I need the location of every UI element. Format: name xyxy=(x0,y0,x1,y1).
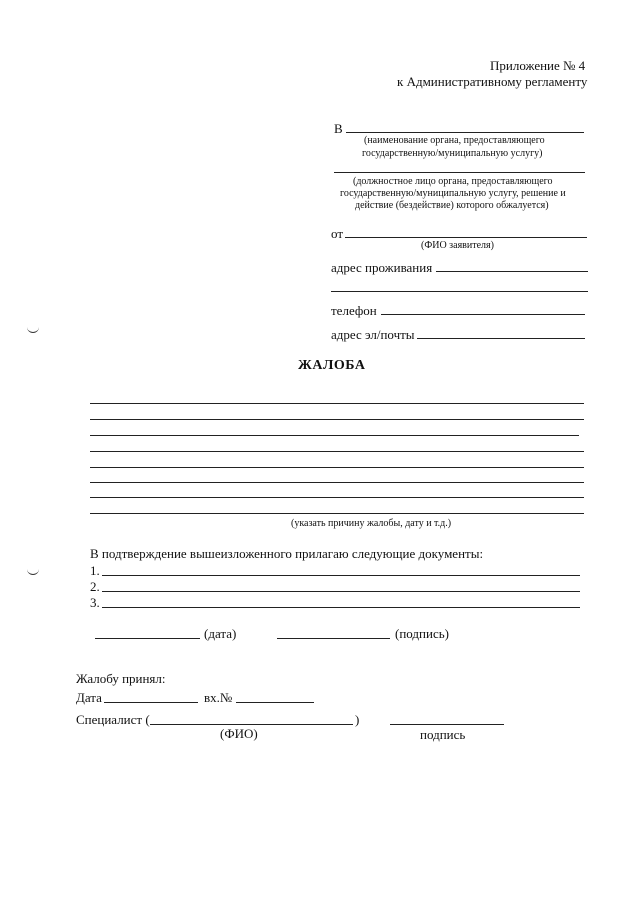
applicant-fio-line[interactable] xyxy=(345,237,587,238)
received-date-line[interactable] xyxy=(104,702,198,703)
complaint-line[interactable] xyxy=(90,419,584,420)
complaint-line[interactable] xyxy=(90,513,584,514)
complaint-line[interactable] xyxy=(90,482,584,483)
complaint-line[interactable] xyxy=(90,403,584,404)
attachment-line-3[interactable] xyxy=(102,607,580,608)
attachment-line-1[interactable] xyxy=(102,575,580,576)
specialist-fio-line[interactable] xyxy=(150,724,353,725)
specialist-signature-caption: подпись xyxy=(420,727,466,742)
organ-hint-line-1: (наименование органа, предоставляющего xyxy=(364,135,545,146)
received-heading: Жалобу принял: xyxy=(76,671,166,686)
attachment-number-3: 3. xyxy=(90,595,100,610)
official-hint-line-1: (должностное лицо органа, предоставляющего xyxy=(353,176,553,187)
applicant-date-line[interactable] xyxy=(95,638,200,639)
organ-hint-line-2: государственную/муниципальную услугу) xyxy=(362,148,543,159)
complaint-line[interactable] xyxy=(90,497,584,498)
applicant-fio-hint: (ФИО заявителя) xyxy=(421,240,494,251)
specialist-signature-line[interactable] xyxy=(390,724,504,725)
incoming-number-label: вх.№ xyxy=(204,690,233,705)
applicant-signature-line[interactable] xyxy=(277,638,390,639)
email-line[interactable] xyxy=(417,338,585,339)
specialist-close-paren: ) xyxy=(355,712,360,727)
complaint-line[interactable] xyxy=(90,451,584,452)
from-prefix: от xyxy=(331,226,344,241)
address-line-1[interactable] xyxy=(436,271,588,272)
official-hint-line-3: действие (бездействие) которого обжалуется) xyxy=(355,200,549,211)
address-line-2[interactable] xyxy=(331,291,588,292)
document-title: ЖАЛОБА xyxy=(298,358,366,373)
phone-line[interactable] xyxy=(381,314,585,315)
attachment-number-1: 1. xyxy=(90,563,100,578)
address-label: адрес проживания xyxy=(331,260,433,275)
complaint-line[interactable] xyxy=(90,467,584,468)
margin-mark xyxy=(27,326,39,333)
official-hint-line-2: государственную/муниципальную услугу, решение и xyxy=(340,188,566,199)
appendix-number: Приложение № 4 xyxy=(490,58,586,73)
date-caption: (дата) xyxy=(204,626,237,641)
specialist-fio-caption: (ФИО) xyxy=(220,726,258,741)
to-prefix: В xyxy=(334,121,343,136)
attachments-intro: В подтверждение вышеизложенного прилагаю следующие документы: xyxy=(90,546,484,561)
incoming-number-line[interactable] xyxy=(236,702,314,703)
complaint-reason-hint: (указать причину жалобы, дату и т.д.) xyxy=(291,518,452,529)
attachment-number-2: 2. xyxy=(90,579,100,594)
attachment-line-2[interactable] xyxy=(102,591,580,592)
complaint-line[interactable] xyxy=(90,435,579,436)
phone-label: телефон xyxy=(331,303,377,318)
official-line[interactable] xyxy=(334,172,585,173)
specialist-label: Специалист ( xyxy=(76,712,150,727)
margin-mark xyxy=(27,568,39,575)
regulation-reference: к Административному регламенту xyxy=(397,74,588,89)
signature-caption: (подпись) xyxy=(395,626,449,641)
email-label: адрес эл/почты xyxy=(331,327,415,342)
received-date-label: Дата xyxy=(76,690,102,705)
organ-name-line[interactable] xyxy=(346,132,584,133)
